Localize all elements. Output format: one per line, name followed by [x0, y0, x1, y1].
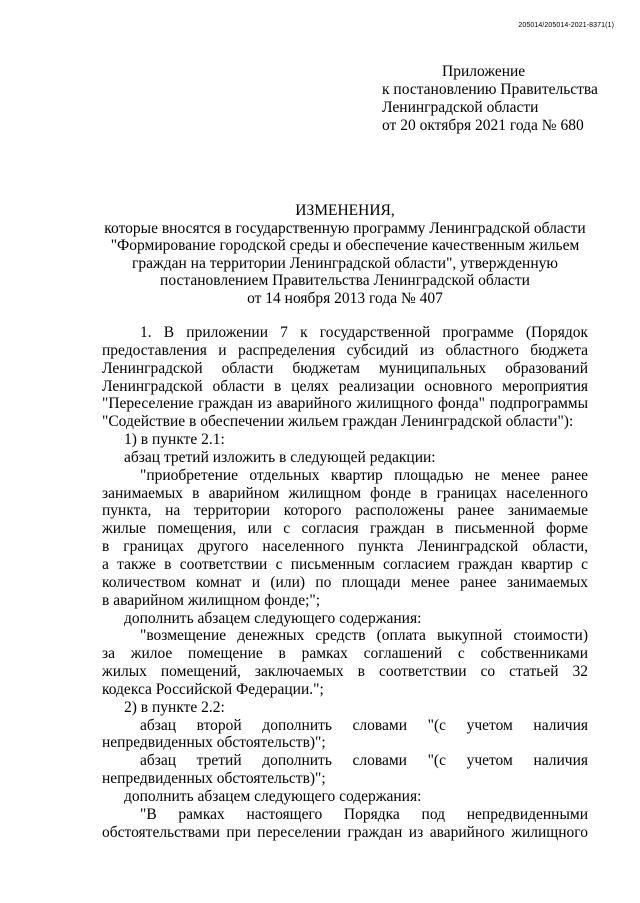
body-line: "Содействие в обеспечении жильем граждан Ленинградской области"): — [102, 413, 574, 431]
title-line: "Формирование городской среды и обеспечение качественным жильем — [110, 237, 580, 255]
annex-line: к постановлению Правительства — [382, 81, 598, 98]
body-line: в аварийном жилищном фонде;"; — [102, 591, 321, 609]
body-line: количеством комнат и (или) по площади менее ранее занимаемых — [102, 573, 588, 591]
title-line: постановлением Правительства Ленинградской области — [160, 272, 530, 290]
body-line: дополнить абзацем следующего содержания: — [124, 787, 422, 805]
body-line: за жилое помещение в рамках соглашений с собственниками — [102, 645, 588, 663]
body-line: жилых помещений, заключаемых в соответствии со статьей 32 — [102, 663, 588, 681]
body-line: "возмещение денежных средств (оплата выкупной стоимости) — [140, 627, 588, 645]
body-line: абзац третий дополнить словами "(с учетом наличия — [140, 752, 588, 770]
body-line: 1) в пункте 2.1: — [124, 431, 225, 449]
body-line: "Переселение граждан из аварийного жилищного фонда" подпрограммы — [102, 395, 588, 413]
body-line: непредвиденных обстоятельств)"; — [102, 770, 326, 788]
title-line: граждан на территории Ленинградской области", утвержденную — [132, 254, 558, 272]
body-text — [102, 324, 588, 841]
body-line: непредвиденных обстоятельств)"; — [102, 734, 326, 752]
body-line: жилые помещения, или с согласия граждан в письменной форме — [102, 520, 588, 538]
body-line: а также в соответствии с письменным согласием граждан квартир с — [102, 555, 588, 573]
body-line: дополнить абзацем следующего содержания: — [124, 609, 422, 627]
body-line: "В рамках настоящего Порядка под непредвиденными — [140, 805, 588, 823]
body-line: обстоятельствами при переселении граждан из аварийного жилищного — [102, 823, 588, 841]
body-line: кодекса Российской Федерации."; — [102, 680, 324, 698]
body-line: Ленинградской области в целях реализации основного мероприятия — [102, 377, 588, 395]
body-line: абзац второй дополнить словами "(с учетом наличия — [140, 716, 588, 734]
annex-line: Приложение — [442, 63, 526, 80]
title-line: которые вносятся в государственную программу Ленинградской области — [104, 219, 586, 237]
annex-block — [376, 63, 598, 135]
annex-line: от 20 октября 2021 года № 680 — [382, 117, 584, 134]
body-line: абзац третий изложить в следующей редакции: — [124, 448, 436, 466]
body-line: предоставления и распределения субсидий из областного бюджета — [102, 341, 588, 359]
document-heading: ИЗМЕНЕНИЯ, — [295, 202, 395, 219]
body-line: в границах другого населенного пункта Ленинградской области, — [102, 538, 588, 556]
annex-line: Ленинградской области — [382, 99, 539, 116]
body-line: 1. В приложении 7 к государственной программе (Порядок — [140, 324, 588, 341]
body-line: 2) в пункте 2.2: — [124, 698, 225, 716]
title-block — [90, 202, 600, 308]
body-line: Ленинградской области бюджетам муниципальных образований — [102, 359, 588, 377]
body-line: "приобретение отдельных квартир площадью не менее ранее — [140, 466, 588, 484]
title-line: от 14 ноября 2013 года № 407 — [247, 289, 443, 307]
document-id: 205014/205014-2021-8371(1) — [518, 22, 614, 29]
body-line: пункта, на территории которого расположены ранее занимаемые — [102, 502, 588, 520]
body-line: занимаемых в аварийном жилищном фонде в границах населенного — [102, 484, 588, 502]
